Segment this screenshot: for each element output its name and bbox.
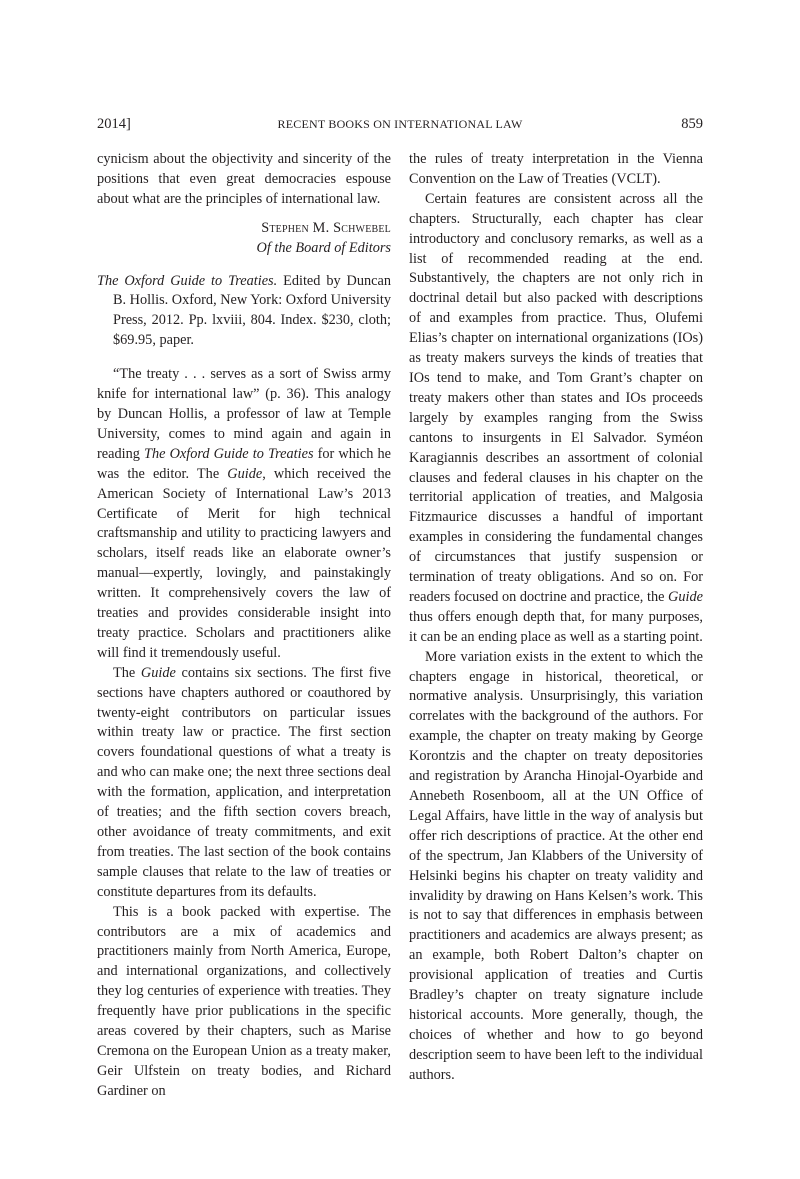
review-paragraph-4 xyxy=(409,190,703,648)
left-column xyxy=(97,150,391,1102)
review-paragraph-5: More variation exists in the extent to which the chapters engage in historical, theoretical, or normative analysis. Unsurprisingly, this variation correlates with the background of the authors. For example, the chapter on treaty making by George Korontzis and the chapter on treaty depositories and registration by Arancha Hinojal-Oyarbide and Annebeth Rosenboom, all at the UN Office of Legal Affairs, have little in the way of analysis but offer rich descriptions of practice. At the other end of the spectrum, Jan Klabbers of the University of Helsinki begins his chapter on treaty validity and invalidity by drawing on Hans Kelsen’s work. This is not to say that differences in emphasis between practitioners and academics are always present; as an example, both Robert Dalton’s chapter on provisional application of treaties and Curtis Bradley’s chapter on treaty signature include historical accounts. More generally, though, the choices of whether and how to go beyond description seem to have been left to the individual authors. xyxy=(409,648,703,1083)
text-run: thus offers enough depth that, for many purposes, it can be an ending place as well as a starting point. xyxy=(409,608,703,645)
running-title: RECENT BOOKS ON INTERNATIONAL LAW xyxy=(277,117,523,131)
book-details: Edited by Duncan B. Hollis. Oxford, New York: Oxford University Press, 2012. Pp. lxviii, 804. Index. $230, cloth; $69.95, paper. xyxy=(113,272,391,349)
text-run: “The treaty . . . serves as a sort of Swiss army knife for international law” (p. 36). This analogy by Duncan Hollis, a professor of law at Temple University, comes to mind again and again in reading xyxy=(97,366,391,462)
reviewer-affiliation: Of the Board of Editors xyxy=(256,239,391,256)
book-title: The Oxford Guide to Treaties. xyxy=(97,272,278,289)
text-run: Certain features are consistent across all the chapters. Structurally, each chapter has clear introductory and conclusory remarks, as well as a list of recommended reading at the end. Substantively, the chapters are not only rich in doctrinal detail but also packed with descriptions of and examples from practice. Thus, Olufemi Elias’s chapter on international organizations (IOs) as treaty makers surveys the kinds of treaties that IOs tend to make, and Tom Grant’s chapter on treaty makers other than states and IOs proceeds largely by examples ranging from the Swiss cantons to insurgents in El Salvador. Syméon Karagiannis describes an assortment of colonial clauses and federal clauses in his chapter on the territorial application of treaties, and Malgosia Fitzmaurice discusses a handful of important examples in considering the fundamental changes of circumstances that justify suspension or termination of treaty obligations. And so on. For readers focused on doctrine and practice, the xyxy=(409,190,703,605)
reviewer-name: Stephen M. Schwebel xyxy=(261,219,391,236)
italic-title: Guide xyxy=(227,465,263,482)
italic-title: Guide xyxy=(140,664,176,681)
text-run: The xyxy=(113,664,141,681)
italic-title: The Oxford Guide to Treaties xyxy=(144,445,314,462)
review-paragraph-2 xyxy=(97,664,391,903)
continued-paragraph: cynicism about the objectivity and sincerity of the positions that even great democracies espouse about what are the principles of international law. xyxy=(97,151,391,207)
review-paragraph-1 xyxy=(97,365,391,664)
continued-paragraph: the rules of treaty interpretation in the Vienna Convention on the Law of Treaties (VCLT). xyxy=(409,151,703,187)
review-paragraph-3: This is a book packed with expertise. The contributors are a mix of academics and practitioners mainly from North America, Europe, and international organizations, and collectively they log centuries of experience with treaties. They frequently have prior publications in the specific areas covered by their chapters, such as Marise Cremona on the European Union as a treaty maker, Geir Ulfstein on treaty bodies, and Richard Gardiner on xyxy=(97,903,391,1099)
review-signature xyxy=(97,219,391,259)
right-column xyxy=(409,150,703,1086)
text-run: for which he was the editor. The xyxy=(97,445,391,482)
text-run: , which received the American Society of International Law’s 2013 Certificate of Merit for high technical craftsmanship and utility to practicing lawyers and scholars, itself reads like an elaborate owner’s manual—expertly, lovingly, and painstakingly written. It comprehensively covers the law of treaties and provides considerable insight into treaty practice. Scholars and practitioners alike will find it tremendously useful. xyxy=(97,465,391,661)
italic-title: Guide xyxy=(668,588,703,605)
text-run: contains six sections. The first five sections have chapters authored or coauthored by twenty-eight contributors on particular issues within treaty law or practice. The first section covers foundational questions of what a treaty is and who can make one; the next three sections deal with the formation, application, and interpretation of treaties; and the fifth section covers breach, other avoidance of treaty commitments, and exit from treaties. The last section of the book contains sample clauses that relate to the law of treaties or constitute departures from its defaults. xyxy=(97,664,391,900)
book-citation xyxy=(97,272,391,352)
header-year: 2014] xyxy=(97,116,131,132)
page-number: 859 xyxy=(681,116,703,132)
running-header xyxy=(97,114,703,134)
